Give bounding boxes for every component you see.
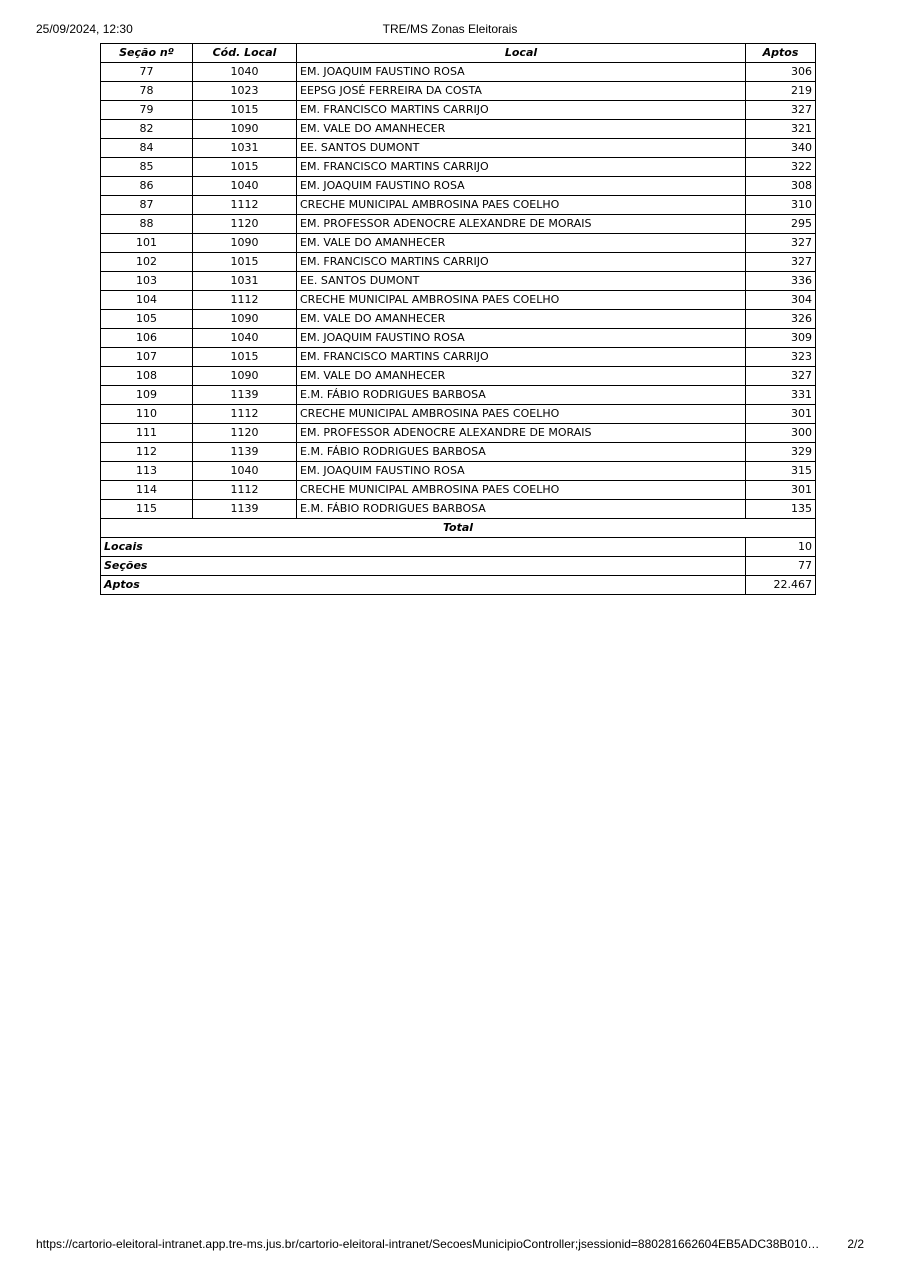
table-row (101, 272, 816, 291)
cell-aptos: 304 (746, 291, 816, 310)
table-row (101, 139, 816, 158)
cell-aptos: 295 (746, 215, 816, 234)
cell-cod-local: 1112 (193, 405, 297, 424)
total-secoes-row (101, 557, 816, 576)
cell-cod-local: 1090 (193, 120, 297, 139)
cell-cod-local: 1112 (193, 291, 297, 310)
cell-cod-local: 1139 (193, 443, 297, 462)
cell-secao: 115 (101, 500, 193, 519)
cell-cod-local: 1040 (193, 462, 297, 481)
cell-secao: 87 (101, 196, 193, 215)
cell-aptos: 315 (746, 462, 816, 481)
cell-cod-local: 1139 (193, 500, 297, 519)
table-row (101, 424, 816, 443)
cell-aptos: 309 (746, 329, 816, 348)
cell-aptos: 301 (746, 405, 816, 424)
cell-aptos: 322 (746, 158, 816, 177)
column-header-local: Local (297, 44, 746, 63)
cell-aptos: 135 (746, 500, 816, 519)
cell-local: CRECHE MUNICIPAL AMBROSINA PAES COELHO (297, 405, 746, 424)
cell-local: EM. JOAQUIM FAUSTINO ROSA (297, 63, 746, 82)
cell-secao: 103 (101, 272, 193, 291)
column-header-aptos: Aptos (746, 44, 816, 63)
cell-aptos: 327 (746, 367, 816, 386)
cell-secao: 104 (101, 291, 193, 310)
cell-cod-local: 1015 (193, 101, 297, 120)
cell-cod-local: 1040 (193, 177, 297, 196)
cell-local: EM. JOAQUIM FAUSTINO ROSA (297, 462, 746, 481)
cell-local: EM. PROFESSOR ADENOCRE ALEXANDRE DE MORAIS (297, 424, 746, 443)
table-row (101, 215, 816, 234)
cell-local: EM. FRANCISCO MARTINS CARRIJO (297, 348, 746, 367)
cell-local: CRECHE MUNICIPAL AMBROSINA PAES COELHO (297, 196, 746, 215)
cell-secao: 112 (101, 443, 193, 462)
table-row (101, 63, 816, 82)
cell-secao: 88 (101, 215, 193, 234)
column-header-secao: Seção nº (101, 44, 193, 63)
cell-aptos: 306 (746, 63, 816, 82)
cell-cod-local: 1023 (193, 82, 297, 101)
cell-secao: 110 (101, 405, 193, 424)
total-locais-value: 10 (746, 538, 816, 557)
cell-secao: 82 (101, 120, 193, 139)
cell-aptos: 331 (746, 386, 816, 405)
table-row (101, 500, 816, 519)
total-locais-label: Locais (101, 538, 746, 557)
cell-aptos: 326 (746, 310, 816, 329)
cell-aptos: 321 (746, 120, 816, 139)
cell-secao: 85 (101, 158, 193, 177)
table-row (101, 329, 816, 348)
table-row (101, 405, 816, 424)
cell-local: CRECHE MUNICIPAL AMBROSINA PAES COELHO (297, 481, 746, 500)
table-row (101, 443, 816, 462)
cell-local: E.M. FÁBIO RODRIGUES BARBOSA (297, 500, 746, 519)
table-row (101, 82, 816, 101)
cell-aptos: 327 (746, 101, 816, 120)
cell-local: EM. FRANCISCO MARTINS CARRIJO (297, 158, 746, 177)
table-row (101, 386, 816, 405)
cell-secao: 102 (101, 253, 193, 272)
cell-local: EE. SANTOS DUMONT (297, 139, 746, 158)
table-row (101, 291, 816, 310)
cell-cod-local: 1040 (193, 329, 297, 348)
cell-aptos: 323 (746, 348, 816, 367)
total-secoes-value: 77 (746, 557, 816, 576)
cell-local: E.M. FÁBIO RODRIGUES BARBOSA (297, 386, 746, 405)
cell-cod-local: 1139 (193, 386, 297, 405)
cell-local: CRECHE MUNICIPAL AMBROSINA PAES COELHO (297, 291, 746, 310)
cell-cod-local: 1015 (193, 253, 297, 272)
cell-cod-local: 1015 (193, 158, 297, 177)
cell-local: EM. JOAQUIM FAUSTINO ROSA (297, 177, 746, 196)
cell-secao: 108 (101, 367, 193, 386)
cell-secao: 109 (101, 386, 193, 405)
cell-cod-local: 1040 (193, 63, 297, 82)
cell-secao: 78 (101, 82, 193, 101)
cell-secao: 105 (101, 310, 193, 329)
table-row (101, 348, 816, 367)
table-row (101, 481, 816, 500)
cell-secao: 79 (101, 101, 193, 120)
cell-local: EM. VALE DO AMANHECER (297, 234, 746, 253)
total-title: Total (101, 519, 816, 538)
page-number: 2/2 (847, 1237, 864, 1251)
table-header-row (101, 44, 816, 63)
page-url: https://cartorio-eleitoral-intranet.app.tre-ms.jus.br/cartorio-eleitoral-intranet/SecoesMunicipioController;jsessionid=880281662604EB5ADC38B010… (36, 1237, 820, 1251)
total-locais-row (101, 538, 816, 557)
cell-secao: 106 (101, 329, 193, 348)
cell-aptos: 308 (746, 177, 816, 196)
cell-local: EM. VALE DO AMANHECER (297, 120, 746, 139)
cell-secao: 86 (101, 177, 193, 196)
total-aptos-row (101, 576, 816, 595)
cell-cod-local: 1090 (193, 234, 297, 253)
cell-local: EM. FRANCISCO MARTINS CARRIJO (297, 253, 746, 272)
cell-local: EM. VALE DO AMANHECER (297, 367, 746, 386)
table-row (101, 158, 816, 177)
table-row (101, 177, 816, 196)
cell-secao: 111 (101, 424, 193, 443)
cell-local: EM. VALE DO AMANHECER (297, 310, 746, 329)
cell-local: EM. PROFESSOR ADENOCRE ALEXANDRE DE MORAIS (297, 215, 746, 234)
cell-cod-local: 1031 (193, 139, 297, 158)
cell-cod-local: 1015 (193, 348, 297, 367)
cell-local: EE. SANTOS DUMONT (297, 272, 746, 291)
cell-secao: 77 (101, 63, 193, 82)
cell-cod-local: 1112 (193, 481, 297, 500)
total-title-row (101, 519, 816, 538)
cell-secao: 101 (101, 234, 193, 253)
cell-cod-local: 1090 (193, 367, 297, 386)
cell-aptos: 310 (746, 196, 816, 215)
cell-aptos: 327 (746, 253, 816, 272)
cell-secao: 114 (101, 481, 193, 500)
table-row (101, 462, 816, 481)
table-row (101, 310, 816, 329)
table-row (101, 120, 816, 139)
cell-aptos: 336 (746, 272, 816, 291)
table-row (101, 101, 816, 120)
total-secoes-label: Seções (101, 557, 746, 576)
cell-aptos: 219 (746, 82, 816, 101)
total-aptos-label: Aptos (101, 576, 746, 595)
cell-local: EM. JOAQUIM FAUSTINO ROSA (297, 329, 746, 348)
cell-cod-local: 1120 (193, 215, 297, 234)
cell-cod-local: 1090 (193, 310, 297, 329)
cell-aptos: 301 (746, 481, 816, 500)
cell-secao: 84 (101, 139, 193, 158)
cell-local: E.M. FÁBIO RODRIGUES BARBOSA (297, 443, 746, 462)
cell-local: EM. FRANCISCO MARTINS CARRIJO (297, 101, 746, 120)
cell-local: EEPSG JOSÉ FERREIRA DA COSTA (297, 82, 746, 101)
cell-secao: 113 (101, 462, 193, 481)
cell-secao: 107 (101, 348, 193, 367)
column-header-cod-local: Cód. Local (193, 44, 297, 63)
sections-table (100, 43, 816, 595)
cell-aptos: 329 (746, 443, 816, 462)
cell-cod-local: 1031 (193, 272, 297, 291)
cell-cod-local: 1120 (193, 424, 297, 443)
table-row (101, 367, 816, 386)
cell-cod-local: 1112 (193, 196, 297, 215)
total-aptos-value: 22.467 (746, 576, 816, 595)
cell-aptos: 327 (746, 234, 816, 253)
table-row (101, 234, 816, 253)
page-title: TRE/MS Zonas Eleitorais (382, 22, 518, 36)
table-row (101, 253, 816, 272)
cell-aptos: 340 (746, 139, 816, 158)
cell-aptos: 300 (746, 424, 816, 443)
print-datetime: 25/09/2024, 12:30 (36, 22, 133, 36)
table-row (101, 196, 816, 215)
